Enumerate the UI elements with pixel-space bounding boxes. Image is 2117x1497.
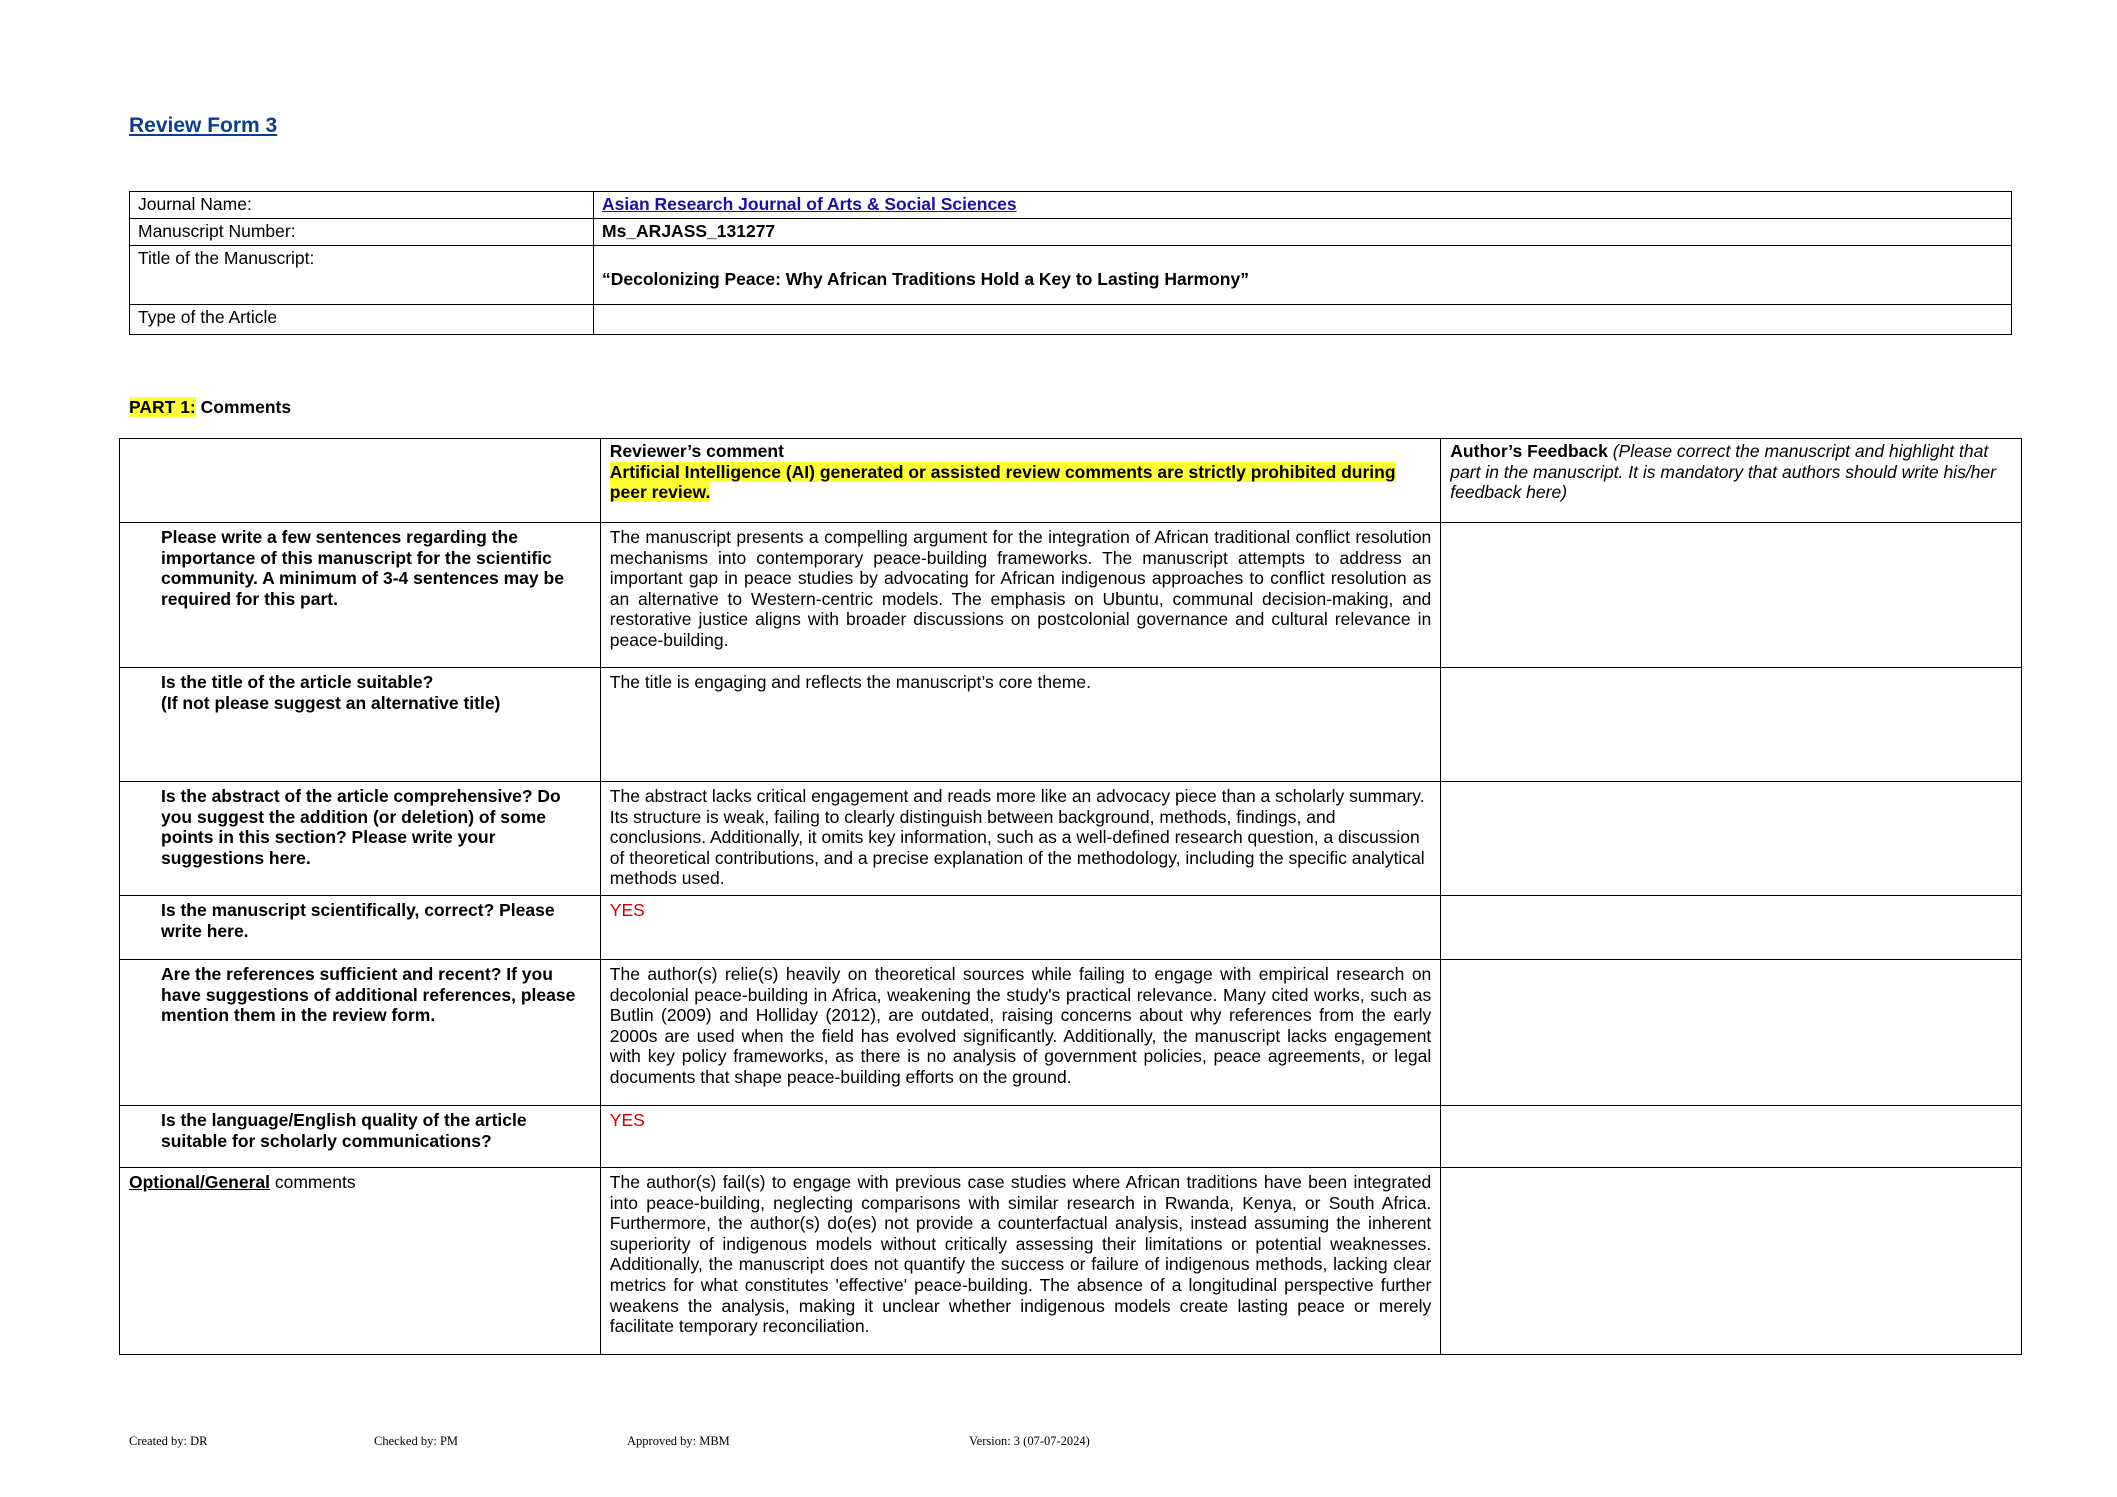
manuscript-number-label: Manuscript Number: (130, 219, 594, 246)
part1-label: Comments (200, 397, 292, 417)
author-feedback-cell[interactable] (1441, 523, 2022, 668)
author-feedback-cell[interactable] (1441, 1168, 2022, 1355)
table-row (120, 668, 2022, 782)
author-feedback-cell[interactable] (1441, 896, 2022, 960)
table-row (120, 782, 2022, 896)
ai-warning: Artificial Intelligence (AI) generated or assisted review comments are strictly prohibited during peer review. (609, 461, 1396, 503)
manuscript-number-value: Ms_ARJASS_131277 (594, 219, 2012, 246)
form-title: Review Form 3 (129, 114, 278, 137)
optional-label-cell (120, 1168, 601, 1355)
journal-value (594, 192, 2012, 219)
footer-created: Created by: DR (129, 1434, 208, 1448)
table-row (120, 1106, 2022, 1168)
manuscript-title-row (130, 246, 2012, 305)
question-line: (If not please suggest an alternative title) (161, 692, 501, 713)
question-cell: Is the abstract of the article comprehensive? Do you suggest the addition (or deletion) of some points in this section? Please write your suggestions here. (120, 782, 601, 896)
question-cell: Is the manuscript scientifically, correct? Please write here. (120, 896, 601, 960)
manuscript-title-value: “Decolonizing Peace: Why African Traditions Hold a Key to Lasting Harmony” (594, 246, 2012, 305)
table-row (120, 523, 2022, 668)
author-header-cell (1441, 439, 2022, 523)
part1-prefix: PART 1: (129, 397, 196, 417)
optional-label: Optional/General (129, 1172, 270, 1192)
question-cell: Are the references sufficient and recent? If you have suggestions of additional references, please mention them in the review form. (120, 960, 601, 1106)
answer-cell: The abstract lacks critical engagement and reads more like an advocacy piece than a scholarly summary. Its structure is weak, failing to clearly distinguish between background, methods, findings, and conclusions. Additionally, it omits key information, such as a well-defined research question, a discussion of theoretical contributions, and a precise explanation of the methodology, including the specific analytical methods used. (600, 782, 1441, 896)
article-type-value (594, 305, 2012, 335)
author-feedback-cell[interactable] (1441, 782, 2022, 896)
author-header: Author’s Feedback (1450, 441, 1608, 461)
manuscript-title-label: Title of the Manuscript: (130, 246, 594, 305)
question-cell: Is the language/English quality of the article suitable for scholarly communications? (120, 1106, 601, 1168)
optional-answer-cell: The author(s) fail(s) to engage with previous case studies where African traditions have been integrated into peace-building, neglecting comparisons with similar research in Rwanda, Kenya, or South Africa. Furthermore, the author(s) do(es) not provide a counterfactual analysis, instead assuming the inherent superiority of indigenous models without critically assessing their limitations or potential weaknesses. Additionally, the manuscript does not quantify the success or failure of indigenous methods, lacking clear metrics for what constitutes 'effective' peace-building. The absence of a longitudinal perspective further weakens the analysis, making it unclear whether indigenous models create lasting peace or merely facilitate temporary reconciliation. (600, 1168, 1441, 1355)
answer-cell: The author(s) relie(s) heavily on theoretical sources while failing to engage with empirical research on decolonial peace-building in Africa, weakening the study's practical relevance. Many cited works, such as Butlin (2009) and Holliday (2012), are outdated, raising concerns about why references from the early 2000s are used when the field has evolved significantly. Additionally, the manuscript lacks engagement with key policy frameworks, as there is no analysis of government policies, peace agreements, or legal documents that shape peace-building efforts on the ground. (600, 960, 1441, 1106)
footer-approved: Approved by: MBM (627, 1434, 730, 1448)
question-line: Is the title of the article suitable? (161, 672, 434, 692)
header-row (120, 439, 2022, 523)
part1-heading (129, 397, 291, 418)
author-feedback-cell[interactable] (1441, 960, 2022, 1106)
manuscript-number-row (130, 219, 2012, 246)
journal-link[interactable]: Asian Research Journal of Arts & Social Sciences (602, 194, 1017, 214)
table-row (120, 896, 2022, 960)
answer-cell: The manuscript presents a compelling argument for the integration of African traditional conflict resolution mechanisms into contemporary peace-building frameworks. The manuscript attempts to address an important gap in peace studies by advocating for African indigenous approaches to conflict resolution as an alternative to Western-centric models. The emphasis on Ubuntu, communal decision-making, and restorative justice aligns with broader discussions on postcolonial governance and cultural relevance in peace-building. (600, 523, 1441, 668)
question-cell (120, 668, 601, 782)
reviewer-header: Reviewer’s comment (609, 441, 784, 461)
answer-cell: YES (600, 1106, 1441, 1168)
reviewer-header-cell (600, 439, 1441, 523)
question-cell: Please write a few sentences regarding the importance of this manuscript for the scientific community. A minimum of 3-4 sentences may be required for this part. (120, 523, 601, 668)
article-type-label: Type of the Article (130, 305, 594, 335)
answer-cell: The title is engaging and reflects the manuscript’s core theme. (600, 668, 1441, 782)
answer-cell: YES (600, 896, 1441, 960)
footer-version: Version: 3 (07-07-2024) (969, 1434, 1090, 1448)
journal-row (130, 192, 2012, 219)
author-feedback-cell[interactable] (1441, 1106, 2022, 1168)
optional-row (120, 1168, 2022, 1355)
article-type-row (130, 305, 2012, 335)
manuscript-info-table (129, 191, 2012, 335)
journal-label: Journal Name: (130, 192, 594, 219)
optional-label-tail: comments (270, 1172, 356, 1192)
author-feedback-cell[interactable] (1441, 668, 2022, 782)
header-empty-cell (120, 439, 601, 523)
footer-checked: Checked by: PM (374, 1434, 459, 1448)
comments-table (119, 438, 2022, 1355)
table-row (120, 960, 2022, 1106)
author-note: (Please correct the manuscript and highlight that part in the manuscript. It is mandatory that authors should write his/her feedback here) (1450, 441, 1996, 503)
